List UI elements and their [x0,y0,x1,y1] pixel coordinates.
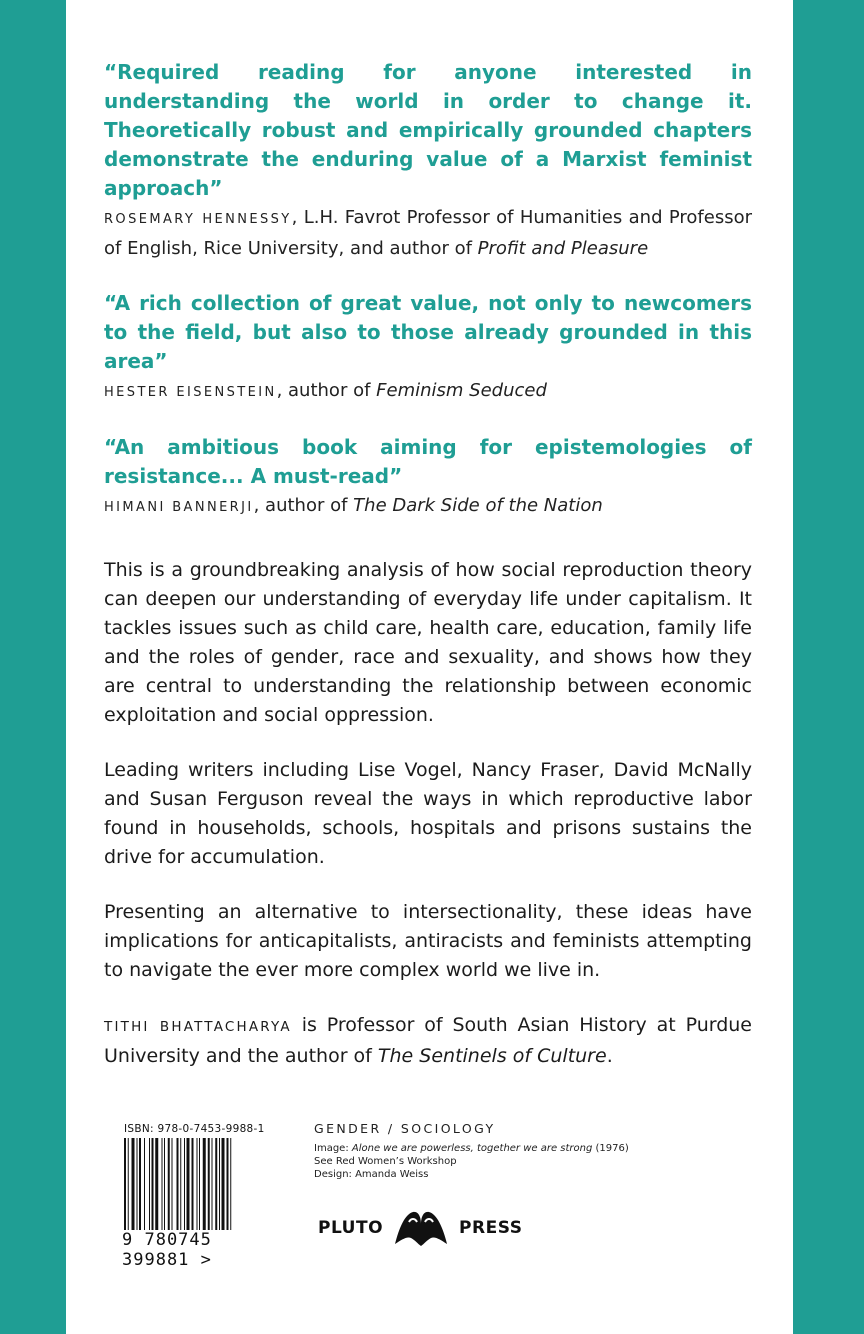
blurb-attribution: ROSEMARY HENNESSY, L.H. Favrot Professor of Humanities and Professor of English, Rice University, and author of Profit and Pleasure [104,207,752,259]
blurb-work: The Dark Side of the Nation [353,495,603,516]
blurb-role: author of [265,495,354,516]
bio-author-name: TITHI BHATTACHARYA [104,1019,292,1035]
description-paragraph: This is a groundbreaking analysis of how social reproduction theory can deepen our understanding of everyday life under capitalism. It tackles issues such as child care, health care, education, family life and the roles of gender, race and sexuality, and shows how they are central to understanding the relationship between economic exploitation and social oppression. [104,559,752,726]
blurb-eisenstein [104,289,752,407]
blurb-author: HESTER EISENSTEIN [104,385,277,400]
blurb-attribution: HESTER EISENSTEIN, author of Feminism Seduced [104,380,547,401]
barcode-block [122,1123,282,1270]
publisher-word-left: PLUTO [318,1218,384,1238]
blurb-hennessy [104,58,752,263]
publisher-word-right: PRESS [459,1218,523,1238]
author-bio: TITHI BHATTACHARYA is Professor of South Asian History at Purdue University and the author of The Sentinels of Culture. [104,1014,752,1067]
publisher-logo [318,1208,548,1248]
description-paragraph: Presenting an alternative to intersectionality, these ideas have implications for anticapitalists, antiracists and feminists attempting to navigate the ever more complex world we live in. [104,901,752,981]
design-credit: Design: Amanda Weiss [314,1169,429,1180]
category-label: GENDER / SOCIOLOGY [314,1121,496,1136]
blurb-author: ROSEMARY HENNESSY [104,212,292,227]
workshop-credit: See Red Women’s Workshop [314,1156,457,1167]
blurb-work: Profit and Pleasure [477,238,649,259]
description-paragraph: Leading writers including Lise Vogel, Nancy Fraser, David McNally and Susan Ferguson reveal the ways in which reproductive labor found in households, schools, hospitals and prisons sustains the drive for accumulation. [104,759,752,868]
image-credit: Image: Alone we are powerless, together we are strong (1976) [314,1143,629,1154]
blurb-author: HIMANI BANNERJI [104,500,254,515]
blurb-quote: “An ambitious book aiming for epistemologies of resistance... A must-read” [104,435,752,488]
pluto-press-logo-icon [393,1208,449,1248]
barcode-icon [122,1138,278,1230]
blurb-work: Feminism Seduced [376,380,547,401]
cover-text [104,58,752,1097]
ean-digits: 9 780745 399881 > [122,1230,212,1270]
blurb-role: L.H. Favrot Professor of Humanities and Professor of English, Rice University, and author of [104,207,752,259]
blurb-bannerji [104,433,752,522]
meta-block [314,1121,734,1181]
back-cover [66,0,793,1334]
isbn-label: ISBN: 978-0-7453-9988-1 [124,1123,265,1135]
blurb-attribution: HIMANI BANNERJI, author of The Dark Side of the Nation [104,495,603,516]
blurb-quote: “A rich collection of great value, not only to newcomers to the field, but also to those already grounded in this area” [104,291,752,373]
bio-work: The Sentinels of Culture [377,1045,607,1067]
blurb-quote: “Required reading for anyone interested in understanding the world in order to change it. Theoretically robust and empirically grounded chapters demonstrate the enduring value of a Marxist feminist approach” [104,60,752,200]
blurb-role: author of [288,380,377,401]
